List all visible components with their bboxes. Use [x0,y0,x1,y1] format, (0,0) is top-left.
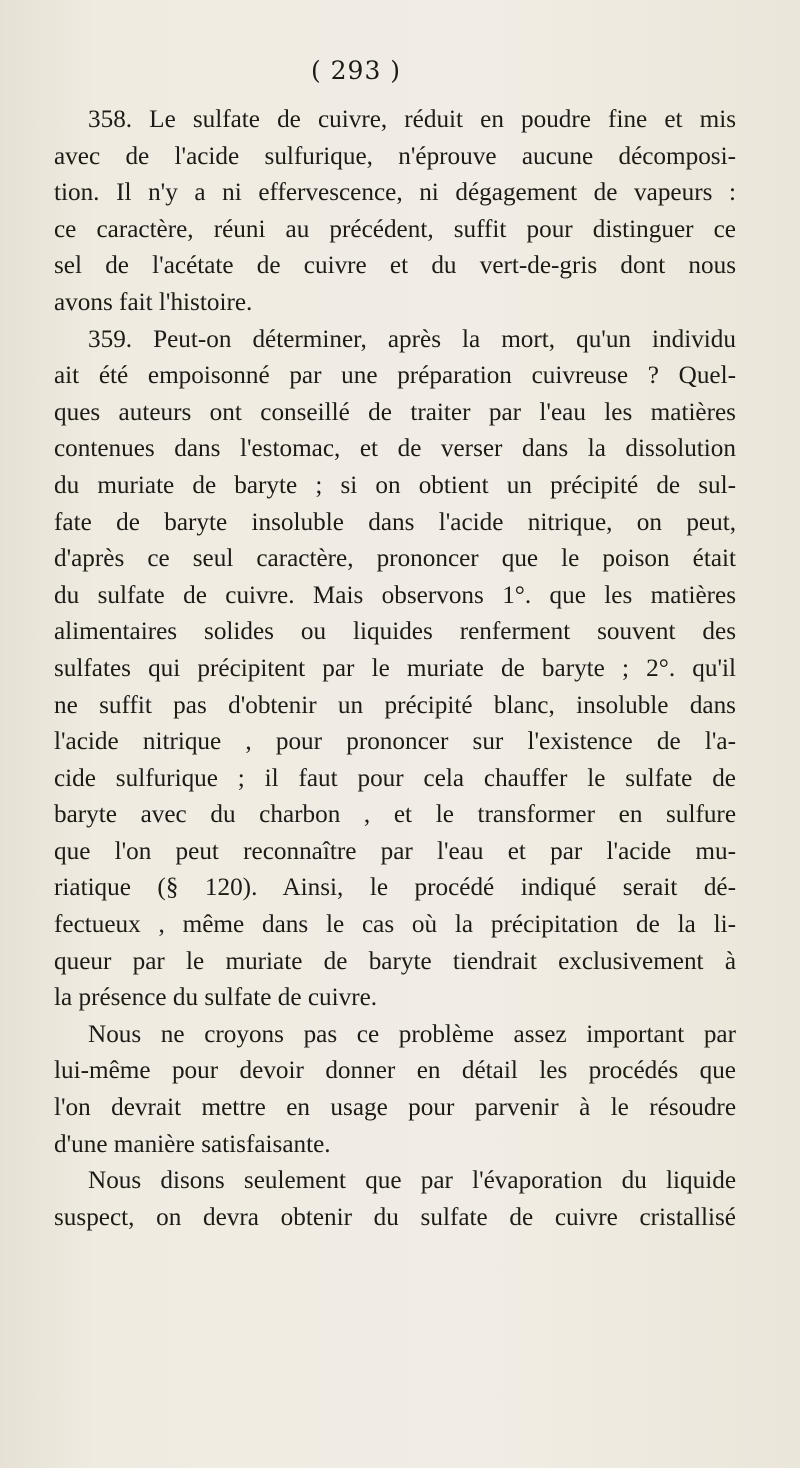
paragraph-evaporation [54,1163,736,1236]
text-line: suspect, on devra obtenir du sulfate de cuivre cristallisé [54,1203,736,1231]
page-number: ( 293 ) [310,56,402,85]
text-line: du sulfate de cuivre. Mais observons 1°. que les matières [54,581,736,609]
text-line: Nous disons seulement que par l'évaporation du liquide [88,1167,736,1195]
text-line: tion. Il n'y a ni effervescence, ni dégagement de vapeurs : [54,179,736,207]
text-line: la présence du sulfate de cuivre. [54,984,378,1012]
text-line: 358. Le sulfate de cuivre, réduit en poudre fine et mis [88,106,736,133]
text-line: ques auteurs ont conseillé de traiter par l'eau les matières [54,398,736,426]
text-line: ait été empoisonné par une préparation cuivreuse ? Quel- [54,362,736,390]
text-line: cide sulfurique ; il faut pour cela chauffer le sulfate de [54,764,736,792]
page-body [54,102,736,1236]
text-line: lui-même pour devoir donner en détail les procédés que [54,1057,736,1085]
text-line: ce caractère, réuni au précédent, suffit pour distinguer ce [54,215,736,243]
text-line: du muriate de baryte ; si on obtient un précipité de sul- [54,471,736,499]
text-line: l'on devrait mettre en usage pour parvenir à le résoudre [54,1094,736,1122]
text-line: d'après ce seul caractère, prononcer que le poison était [54,545,736,573]
paragraph-359 [54,322,736,1017]
paragraph-probleme [54,1017,736,1163]
text-line: alimentaires solides ou liquides renferment souvent des [54,618,736,646]
text-line: ne suffit pas d'obtenir un précipité blanc, insoluble dans [54,691,736,719]
text-line: Nous ne croyons pas ce problème assez important par [88,1020,736,1048]
text-line: d'une manière satisfaisante. [54,1130,331,1158]
text-line: baryte avec du charbon , et le transformer en sulfure [54,801,736,829]
text-line: queur par le muriate de baryte tiendrait exclusivement à [54,947,736,975]
paragraph-358 [54,102,736,322]
text-line: contenues dans l'estomac, et de verser dans la dissolution [54,435,736,463]
text-line: riatique (§ 120). Ainsi, le procédé indiqué serait dé- [54,874,736,902]
text-line: 359. Peut-on déterminer, après la mort, qu'un individu [88,325,736,353]
text-line: sulfates qui précipitent par le muriate de baryte ; 2°. qu'il [54,654,736,682]
text-line: avons fait l'histoire. [54,288,253,316]
text-line: que l'on peut reconnaître par l'eau et par l'acide mu- [54,837,736,865]
text-line: sel de l'acétate de cuivre et du vert-de-gris dont nous [54,252,736,280]
text-line: avec de l'acide sulfurique, n'éprouve aucune décomposi- [54,142,736,170]
text-line: fectueux , même dans le cas où la précipitation de la li- [54,911,736,939]
text-line: fate de baryte insoluble dans l'acide nitrique, on peut, [54,508,736,536]
text-line: l'acide nitrique , pour prononcer sur l'existence de l'a- [54,728,736,756]
